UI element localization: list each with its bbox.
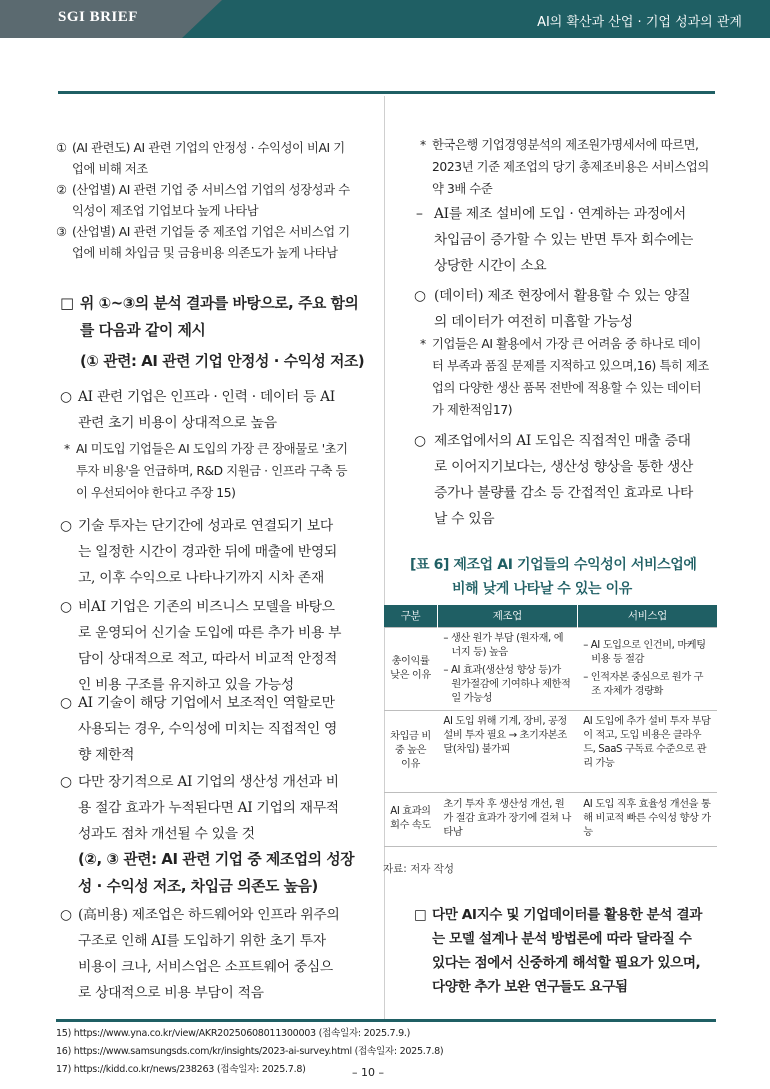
table-source: 자료: 저자 작성 bbox=[383, 863, 455, 875]
summary-line: 업에 비해 차입금 및 금융비용 의존도가 높게 나타남 bbox=[72, 246, 338, 260]
asterisk-icon: * bbox=[420, 138, 426, 152]
subheading-2 bbox=[78, 846, 370, 900]
table-row-label: 총이익률 낮은 이유 bbox=[384, 627, 438, 710]
paragraph-line: 구조로 인해 AI를 도입하기 위한 초기 투자 bbox=[78, 933, 326, 949]
summary-item-2 bbox=[56, 180, 368, 222]
note-line: 약 3배 수준 bbox=[432, 182, 493, 196]
table-cell-service bbox=[577, 792, 717, 846]
table-row bbox=[384, 792, 718, 846]
paragraph-line: 고, 이후 수익으로 나타나기까지 시차 존재 bbox=[78, 570, 324, 586]
paragraph-line: AI를 제조 설비에 도입 · 연계하는 과정에서 bbox=[434, 206, 686, 222]
footnote-rule bbox=[56, 1019, 716, 1022]
summary-item-1 bbox=[56, 138, 368, 180]
paragraph-6 bbox=[60, 902, 368, 1006]
reasons-table bbox=[383, 605, 717, 847]
footnote-15: 15) https://www.yna.co.kr/view/AKR20250608011300003 (접속일자: 2025.7.9.) bbox=[56, 1028, 411, 1039]
asterisk-icon: * bbox=[64, 442, 70, 456]
note-line: 터 부족과 품질 문제를 지적하고 있으며,16) 특히 제조 bbox=[432, 359, 709, 373]
paragraph-line: 기술 투자는 단기간에 성과로 연결되기 보다 bbox=[78, 518, 333, 534]
paragraph-line: (데이터) 제조 현장에서 활용할 수 있는 양질 bbox=[434, 288, 691, 304]
table-title bbox=[410, 553, 720, 601]
circle-bullet-icon: ○ bbox=[60, 774, 72, 790]
note-line: 한국은행 기업경영분석의 제조원가명세서에 따르면, bbox=[432, 138, 699, 152]
summary-line: 업에 비해 저조 bbox=[72, 162, 148, 176]
circle-bullet-icon: ○ bbox=[60, 907, 72, 923]
table-header-row bbox=[384, 605, 718, 627]
paragraph-line: 제조업에서의 AI 도입은 직접적인 매출 증대 bbox=[434, 433, 691, 449]
dash-bullet-icon: – bbox=[416, 206, 423, 222]
paragraph-line: 다만 장기적으로 AI 기업의 생산성 개선과 비 bbox=[78, 774, 339, 790]
table-row-label: 차입금 비중 높은 이유 bbox=[384, 710, 438, 792]
note-line: 2023년 기준 제조업의 당기 총제조비용은 서비스업의 bbox=[432, 160, 709, 174]
table-cell-service bbox=[577, 627, 717, 710]
subheading-line: 성 · 수익성 저조, 차입금 의존도 높음) bbox=[78, 878, 318, 895]
table-title-line: [표 6] 제조업 AI 기업들의 수익성이 서비스업에 bbox=[410, 557, 697, 573]
summary-marker: ① bbox=[56, 141, 67, 155]
paragraph-3 bbox=[60, 594, 368, 698]
table-row bbox=[384, 627, 718, 710]
note-line: 기업들은 AI 활용에서 가장 큰 어려움 중 하나로 데이 bbox=[432, 337, 701, 351]
brand-label: SGI BRIEF bbox=[58, 9, 138, 25]
table-header-cell: 구분 bbox=[384, 605, 438, 627]
note-2 bbox=[420, 134, 720, 200]
paragraph-line: AI 기술이 해당 기업에서 보조적인 역할로만 bbox=[78, 695, 335, 711]
asterisk-icon: * bbox=[420, 337, 426, 351]
square-bullet-icon: □ bbox=[60, 295, 74, 312]
summary-line: (산업별) AI 관련 기업 중 서비스업 기업의 성장성과 수 bbox=[72, 183, 350, 197]
page-header bbox=[0, 0, 770, 38]
note-line: 가 제한적임17) bbox=[432, 403, 513, 417]
summary-line: (산업별) AI 관련 기업들 중 제조업 기업은 서비스업 기 bbox=[72, 225, 350, 239]
square-bullet-icon: □ bbox=[414, 907, 427, 923]
paragraph-line: 비용이 크나, 서비스업은 소프트웨어 중심으 bbox=[78, 959, 333, 975]
final-line: 는 모델 설계나 분석 방법론에 따라 달라질 수 bbox=[432, 931, 692, 947]
paragraph-line: 성과도 점차 개선될 수 있을 것 bbox=[78, 826, 255, 842]
circle-bullet-icon: ○ bbox=[60, 518, 72, 534]
table-cell-line: – AI 효과(생산성 향상 등)가 원가절감에 기여하나 제한적일 가능성 bbox=[443, 664, 571, 704]
circle-bullet-icon: ○ bbox=[60, 599, 72, 615]
paragraph-line: 의 데이터가 여전히 미흡할 가능성 bbox=[434, 314, 633, 330]
dash-item-1 bbox=[416, 201, 720, 279]
paragraph-4 bbox=[60, 690, 368, 768]
table-row-label: AI 효과의 회수 속도 bbox=[384, 792, 438, 846]
note-1 bbox=[64, 438, 368, 504]
table-cell-line: AI 도입 위해 기계, 장비, 공정 설비 투자 필요 → 초기자본조달(차입) 불가피 bbox=[443, 715, 567, 755]
paragraph-line: 사용되는 경우, 수익성에 미치는 직접적인 영 bbox=[78, 721, 338, 737]
footnote-16: 16) https://www.samsungsds.com/kr/insights/2023-ai-survey.html (접속일자: 2025.7.8) bbox=[56, 1046, 444, 1057]
table-cell-manufacturing bbox=[437, 710, 577, 792]
table-cell-manufacturing bbox=[437, 627, 577, 710]
paragraph-8 bbox=[414, 428, 720, 532]
final-remark bbox=[414, 903, 720, 999]
paragraph-line: 로 운영되어 신기술 도입에 따른 추가 비용 부 bbox=[78, 625, 342, 641]
summary-marker: ③ bbox=[56, 225, 67, 239]
summary-line: (AI 관련도) AI 관련 기업의 안정성 · 수익성이 비AI 기 bbox=[72, 141, 345, 155]
paragraph-2 bbox=[60, 513, 368, 591]
paragraph-line: 날 수 있음 bbox=[434, 511, 495, 527]
paragraph-line: 관련 초기 비용이 상대적으로 높음 bbox=[78, 415, 277, 431]
implications-heading bbox=[60, 290, 368, 344]
header-rule bbox=[58, 91, 715, 94]
paragraph-line: 는 일정한 시간이 경과한 뒤에 매출에 반영되 bbox=[78, 544, 338, 560]
table-header-cell: 제조업 bbox=[437, 605, 577, 627]
table-cell-manufacturing bbox=[437, 792, 577, 846]
note-line: 업의 다양한 생산 품목 전반에 적용할 수 있는 데이터 bbox=[432, 381, 702, 395]
table-cell-line: – AI 도입으로 인건비, 마케팅 비용 등 절감 bbox=[583, 639, 706, 665]
subheading-1: (① 관련: AI 관련 기업 안정성 · 수익성 저조) bbox=[80, 353, 365, 370]
final-line: 있다는 점에서 신중하게 해석할 필요가 있으며, bbox=[432, 955, 701, 971]
column-divider bbox=[384, 96, 385, 1020]
table-cell-line: AI 도입 직후 효율성 개선을 통해 비교적 빠른 수익성 향상 가능 bbox=[583, 799, 711, 838]
paragraph-line: 증가나 불량률 감소 등 간접적인 효과로 나타 bbox=[434, 485, 694, 501]
header-title: AI의 확산과 산업 · 기업 성과의 관계 bbox=[537, 15, 742, 30]
footnote-17: 17) https://kidd.co.kr/news/238263 (접속일자: 2025.7.8) bbox=[56, 1064, 306, 1075]
paragraph-line: 담이 상대적으로 적고, 따라서 비교적 안정적 bbox=[78, 651, 338, 667]
paragraph-line: 용 절감 효과가 누적된다면 AI 기업의 재무적 bbox=[78, 800, 339, 816]
paragraph-5 bbox=[60, 769, 368, 847]
paragraph-1 bbox=[60, 384, 368, 436]
paragraph-7 bbox=[414, 283, 720, 335]
heading-line: 위 ①~③의 분석 결과를 바탕으로, 주요 함의 bbox=[80, 295, 359, 312]
paragraph-line: (高비용) 제조업은 하드웨어와 인프라 위주의 bbox=[78, 907, 340, 923]
circle-bullet-icon: ○ bbox=[414, 433, 426, 449]
table-row bbox=[384, 710, 718, 792]
circle-bullet-icon: ○ bbox=[414, 288, 426, 304]
heading-line: 를 다음과 같이 제시 bbox=[80, 322, 206, 339]
table-cell-line: AI 도입에 추가 설비 투자 부담이 적고, 도입 비용은 클라우드, SaaS 구독료 수준으로 관리 가능 bbox=[583, 715, 711, 769]
paragraph-line: 상당한 시간이 소요 bbox=[434, 258, 547, 274]
circle-bullet-icon: ○ bbox=[60, 389, 72, 405]
table-cell-service bbox=[577, 710, 717, 792]
paragraph-line: 향 제한적 bbox=[78, 747, 135, 763]
note-3 bbox=[420, 333, 720, 421]
paragraph-line: 차입금이 증가할 수 있는 반면 투자 회수에는 bbox=[434, 232, 694, 248]
note-line: 이 우선되어야 한다고 주장 15) bbox=[76, 486, 236, 500]
note-line: AI 미도입 기업들은 AI 도입의 가장 큰 장애물로 '초기 bbox=[76, 442, 348, 456]
paragraph-line: AI 관련 기업은 인프라 · 인력 · 데이터 등 AI bbox=[78, 389, 335, 405]
table-cell-line: 초기 투자 후 생산성 개선, 원가 절감 효과가 장기에 걸쳐 나타남 bbox=[443, 799, 571, 838]
paragraph-line: 인 비용 구조를 유지하고 있을 가능성 bbox=[78, 677, 294, 693]
paragraph-line: 로 이어지기보다는, 생산성 향상을 통한 생산 bbox=[434, 459, 694, 475]
table-cell-line: – 인적자본 중심으로 원가 구조 자체가 경량화 bbox=[583, 671, 704, 697]
table-cell-line: – 생산 원가 부담 (원자재, 에너지 등) 높음 bbox=[443, 632, 564, 658]
final-line: 다양한 추가 보완 연구들도 요구됨 bbox=[432, 979, 628, 995]
page-number: – 10 – bbox=[352, 1066, 384, 1079]
summary-line: 익성이 제조업 기업보다 높게 나타남 bbox=[72, 204, 259, 218]
table-header-cell: 서비스업 bbox=[577, 605, 717, 627]
circle-bullet-icon: ○ bbox=[60, 695, 72, 711]
summary-marker: ② bbox=[56, 183, 67, 197]
paragraph-line: 비AI 기업은 기존의 비즈니스 모델을 바탕으 bbox=[78, 599, 335, 615]
final-line: 다만 AI지수 및 기업데이터를 활용한 분석 결과 bbox=[432, 907, 702, 923]
summary-item-3 bbox=[56, 222, 368, 264]
paragraph-line: 로 상대적으로 비용 부담이 적음 bbox=[78, 985, 264, 1001]
subheading-line: (②, ③ 관련: AI 관련 기업 중 제조업의 성장 bbox=[78, 851, 355, 868]
note-line: 투자 비용'을 언급하며, R&D 지원금 · 인프라 구축 등 bbox=[76, 464, 348, 478]
table-title-line: 비해 낮게 나타날 수 있는 이유 bbox=[452, 581, 632, 597]
